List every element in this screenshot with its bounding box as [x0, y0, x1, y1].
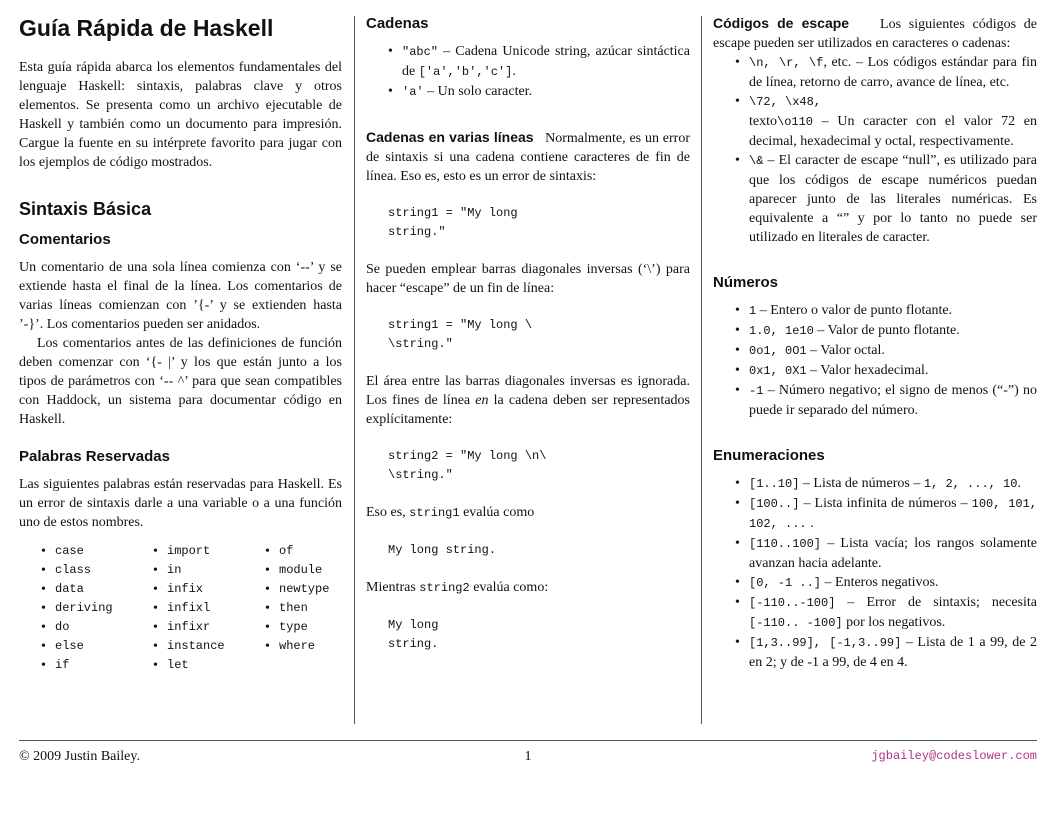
reserved-word: • let	[153, 656, 265, 675]
reserved-word: • case	[41, 542, 153, 561]
subsection-heading-strings: Cadenas	[366, 15, 429, 32]
multiline-paragraph-4: Eso es, string1 evalúa como	[366, 505, 535, 520]
reserved-word: • do	[41, 618, 153, 637]
list-item: • [1..10] – Lista de números – 1, 2, ..., 10.	[749, 474, 1037, 494]
list-item: • "abc" – Cadena Unicode string, azúcar sintáctica de ['a','b','c'].	[402, 42, 690, 82]
list-item: • 'a' – Un solo caracter.	[402, 82, 690, 102]
multiline-paragraph-2: Se pueden emplear barras diagonales inversas (‘\’) para hacer “escape” de un fin de línea:	[366, 262, 690, 296]
code-block: string1 = "My long \ \string."	[388, 318, 533, 351]
code-block: My long string.	[388, 543, 497, 557]
reserved-words-grid	[19, 542, 342, 675]
list-item: • 1 – Entero o valor de punto flotante.	[749, 301, 1037, 321]
copyright: © 2009 Justin Bailey.	[19, 749, 140, 764]
reserved-word: • deriving	[41, 599, 153, 618]
enums-list	[713, 474, 1037, 672]
list-item: • [0, -1 ..] – Enteros negativos.	[749, 573, 1037, 593]
list-item: • \n, \r, \f, etc. – Los códigos estándar para fin de línea, retorno de carro, avance de línea, etc.	[749, 53, 1037, 92]
reserved-word: • if	[41, 656, 153, 675]
list-item: • [-110..-100] – Error de sintaxis; necesita [-110.. -100] por los negativos.	[749, 593, 1037, 633]
page-number: 1	[524, 749, 532, 764]
reserved-word: • where	[265, 637, 365, 656]
reserved-word: • type	[265, 618, 365, 637]
intro-paragraph: Esta guía rápida abarca los elementos fundamentales del lenguaje Haskell: sintaxis, palabras clave y otros elementos. Se presenta como un archivo ejecutable de Haskell y también como un documento para impresión. Cargue la fuente en su intérprete favorito para jugar con los ejemplos de código mostrados.	[19, 60, 342, 170]
list-item: • [1,3..99], [-1,3..99] – Lista de 1 a 99, de 2 en 2; y de -1 a 99, de 4 en 4.	[749, 633, 1037, 672]
footer-rule	[19, 740, 1037, 741]
reserved-word: • infixr	[153, 618, 265, 637]
page-footer	[19, 747, 1037, 767]
reserved-word: • module	[265, 561, 365, 580]
multiline-paragraph-3: El área entre las barras diagonales inversas es ignorada. Los fines de línea en la cadena deben ser representados explícitamente:	[366, 374, 690, 427]
list-item: • \72, \x48, texto\o110 – Un caracter con el valor 72 en decimal, hexadecimal y octal, respectivamente.	[749, 92, 1037, 151]
list-item: • \& – El caracter de escape “null”, es utilizado para que los códigos de escape numéricos puedan aparecer junto de las literales numéricas. Es equivalente a “” y por lo tanto no puede ser utilizado en literales de caracter.	[749, 151, 1037, 247]
reserved-word: • data	[41, 580, 153, 599]
reserved-words-column	[265, 542, 365, 675]
subsection-heading-reserved: Palabras Reservadas	[19, 448, 170, 465]
subsection-heading-numbers: Números	[713, 274, 779, 291]
page-title: Guía Rápida de Haskell	[19, 15, 274, 41]
code-block: string2 = "My long \n\ \string."	[388, 449, 547, 482]
column-divider	[701, 16, 702, 724]
reserved-word: • instance	[153, 637, 265, 656]
list-item: • [110..100] – Lista vacía; los rangos solamente avanzan hacia adelante.	[749, 534, 1037, 573]
subsection-heading-comments: Comentarios	[19, 231, 111, 248]
reserved-word: • else	[41, 637, 153, 656]
strings-list	[366, 42, 690, 102]
list-item: • 0x1, 0X1 – Valor hexadecimal.	[749, 361, 1037, 381]
reserved-word: • then	[265, 599, 365, 618]
subsection-heading-escapes: Códigos de escape	[713, 15, 850, 31]
escapes-paragraph: Códigos de escape Los siguientes códigos de escape pueden ser utilizados en caracteres o cadenas:	[713, 15, 1038, 51]
reserved-word: • infix	[153, 580, 265, 599]
multiline-paragraph-1: Cadenas en varias líneas Normalmente, es un error de sintaxis si una cadena contiene caracteres de fin de línea. Eso es, esto es un error de sintaxis:	[366, 129, 690, 184]
reserved-word: • infixl	[153, 599, 265, 618]
comments-paragraph-1: Un comentario de una sola línea comienza con ‘--’ y se extiende hasta el final de la línea. Los comentarios de varias líneas comienzan con ’{-’ y se extienden hasta ’-}’. Los comentarios pueden ser anidados.	[19, 260, 342, 332]
list-item: • [100..] – Lista infinita de números – 100, 101, 102, ... .	[749, 494, 1037, 534]
column-2	[366, 14, 690, 654]
subsection-heading-multiline: Cadenas en varias líneas	[366, 129, 534, 145]
numbers-list	[713, 301, 1037, 420]
author-email-link[interactable]: jgbailey@codeslower.com	[871, 749, 1037, 763]
reserved-word: • import	[153, 542, 265, 561]
list-item: • -1 – Número negativo; el signo de menos (“-”) no puede ir separado del número.	[749, 381, 1037, 420]
reserved-words-column	[41, 542, 153, 675]
multiline-paragraph-5: Mientras string2 evalúa como:	[366, 580, 549, 595]
column-3	[713, 14, 1037, 672]
escapes-list	[713, 53, 1037, 247]
comments-paragraph-2: Los comentarios antes de las definiciones de función deben comenzar con ‘{- |’ y los que están junto a los tipos de parámetros con ‘-- ^’ para que sean compatibles con Haddock, un sistema para documentar código en Haskell.	[19, 336, 342, 427]
reserved-word: • class	[41, 561, 153, 580]
reserved-word: • newtype	[265, 580, 365, 599]
subsection-heading-enums: Enumeraciones	[713, 447, 825, 464]
code-block: string1 = "My long string."	[388, 206, 518, 239]
column-1	[19, 14, 342, 675]
code-block: My long string.	[388, 618, 439, 651]
reserved-word: • of	[265, 542, 365, 561]
reserved-word: • in	[153, 561, 265, 580]
list-item: • 0o1, 0O1 – Valor octal.	[749, 341, 1037, 361]
reserved-words-column	[153, 542, 265, 675]
reserved-paragraph: Las siguientes palabras están reservadas para Haskell. Es un error de sintaxis darle a una variable o a una función uno de estos nombres.	[19, 477, 342, 530]
list-item: • 1.0, 1e10 – Valor de punto flotante.	[749, 321, 1037, 341]
section-heading-syntax: Sintaxis Básica	[19, 199, 152, 219]
